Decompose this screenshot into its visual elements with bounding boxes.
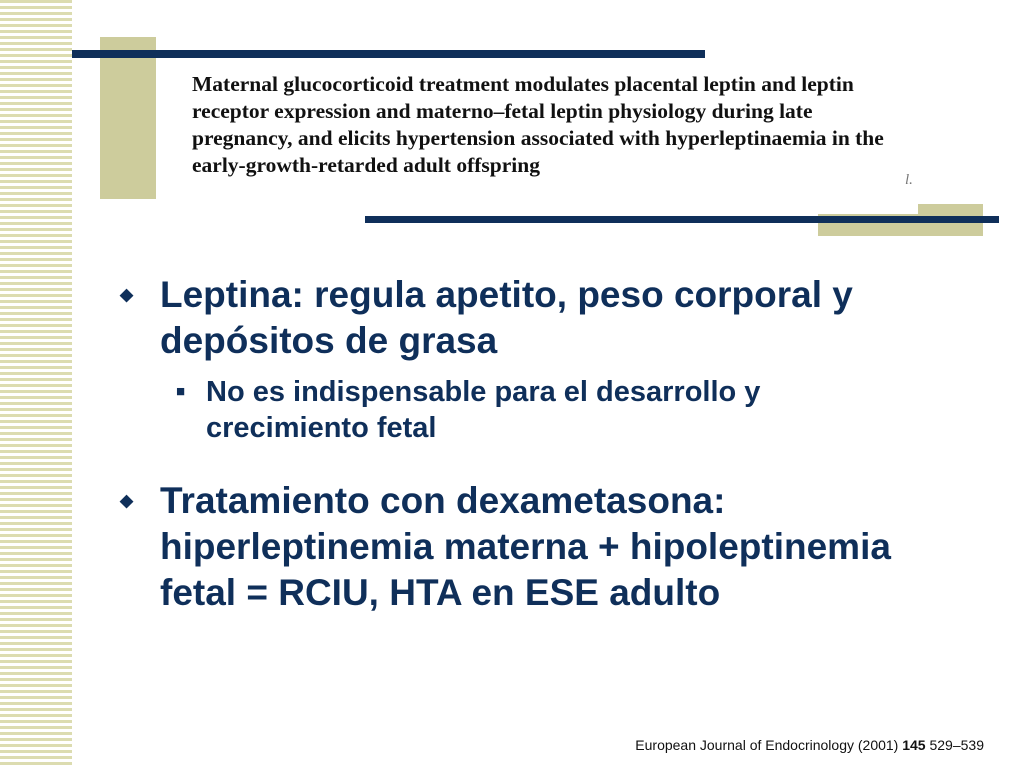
citation-volume: 145 — [902, 737, 926, 753]
sub-bullet-text: No es indispensable para el desarrollo y crecimiento fetal — [206, 376, 761, 444]
bullet-item-leptina — [120, 272, 910, 364]
diamond-bullet-icon: ◆ — [120, 285, 134, 304]
title-rule-top — [72, 50, 705, 58]
citation-journal: European Journal of Endocrinology (2001) — [635, 737, 899, 753]
bullet-list — [120, 272, 910, 616]
bullet-text: Leptina: regula apetito, peso corporal y depósitos de grasa — [160, 274, 853, 361]
bullet-item-tratamiento — [120, 478, 910, 616]
title-obscured-fragment: l. — [905, 172, 913, 188]
sub-bullet-item — [120, 374, 910, 446]
article-title: Maternal glucocorticoid treatment modulates placental leptin and leptin receptor expression and materno–fetal leptin physiology during late pregnancy, and elicits hypertension associated with hyperleptinaemia in the early-growth-retarded adult offspring — [192, 72, 884, 177]
diamond-bullet-icon: ◆ — [120, 491, 134, 510]
decorative-tan-block-left — [100, 37, 156, 199]
journal-citation — [635, 737, 984, 753]
citation-pages: 529–539 — [929, 737, 984, 753]
bullet-text: Tratamiento con dexametasona: hiperleptinemia materna + hipoleptinemia fetal = RCIU, HTA en ESE adulto — [160, 480, 891, 613]
square-bullet-icon: ■ — [176, 383, 186, 400]
decorative-stripe-bar — [0, 0, 72, 768]
title-rule-bottom — [365, 216, 999, 223]
